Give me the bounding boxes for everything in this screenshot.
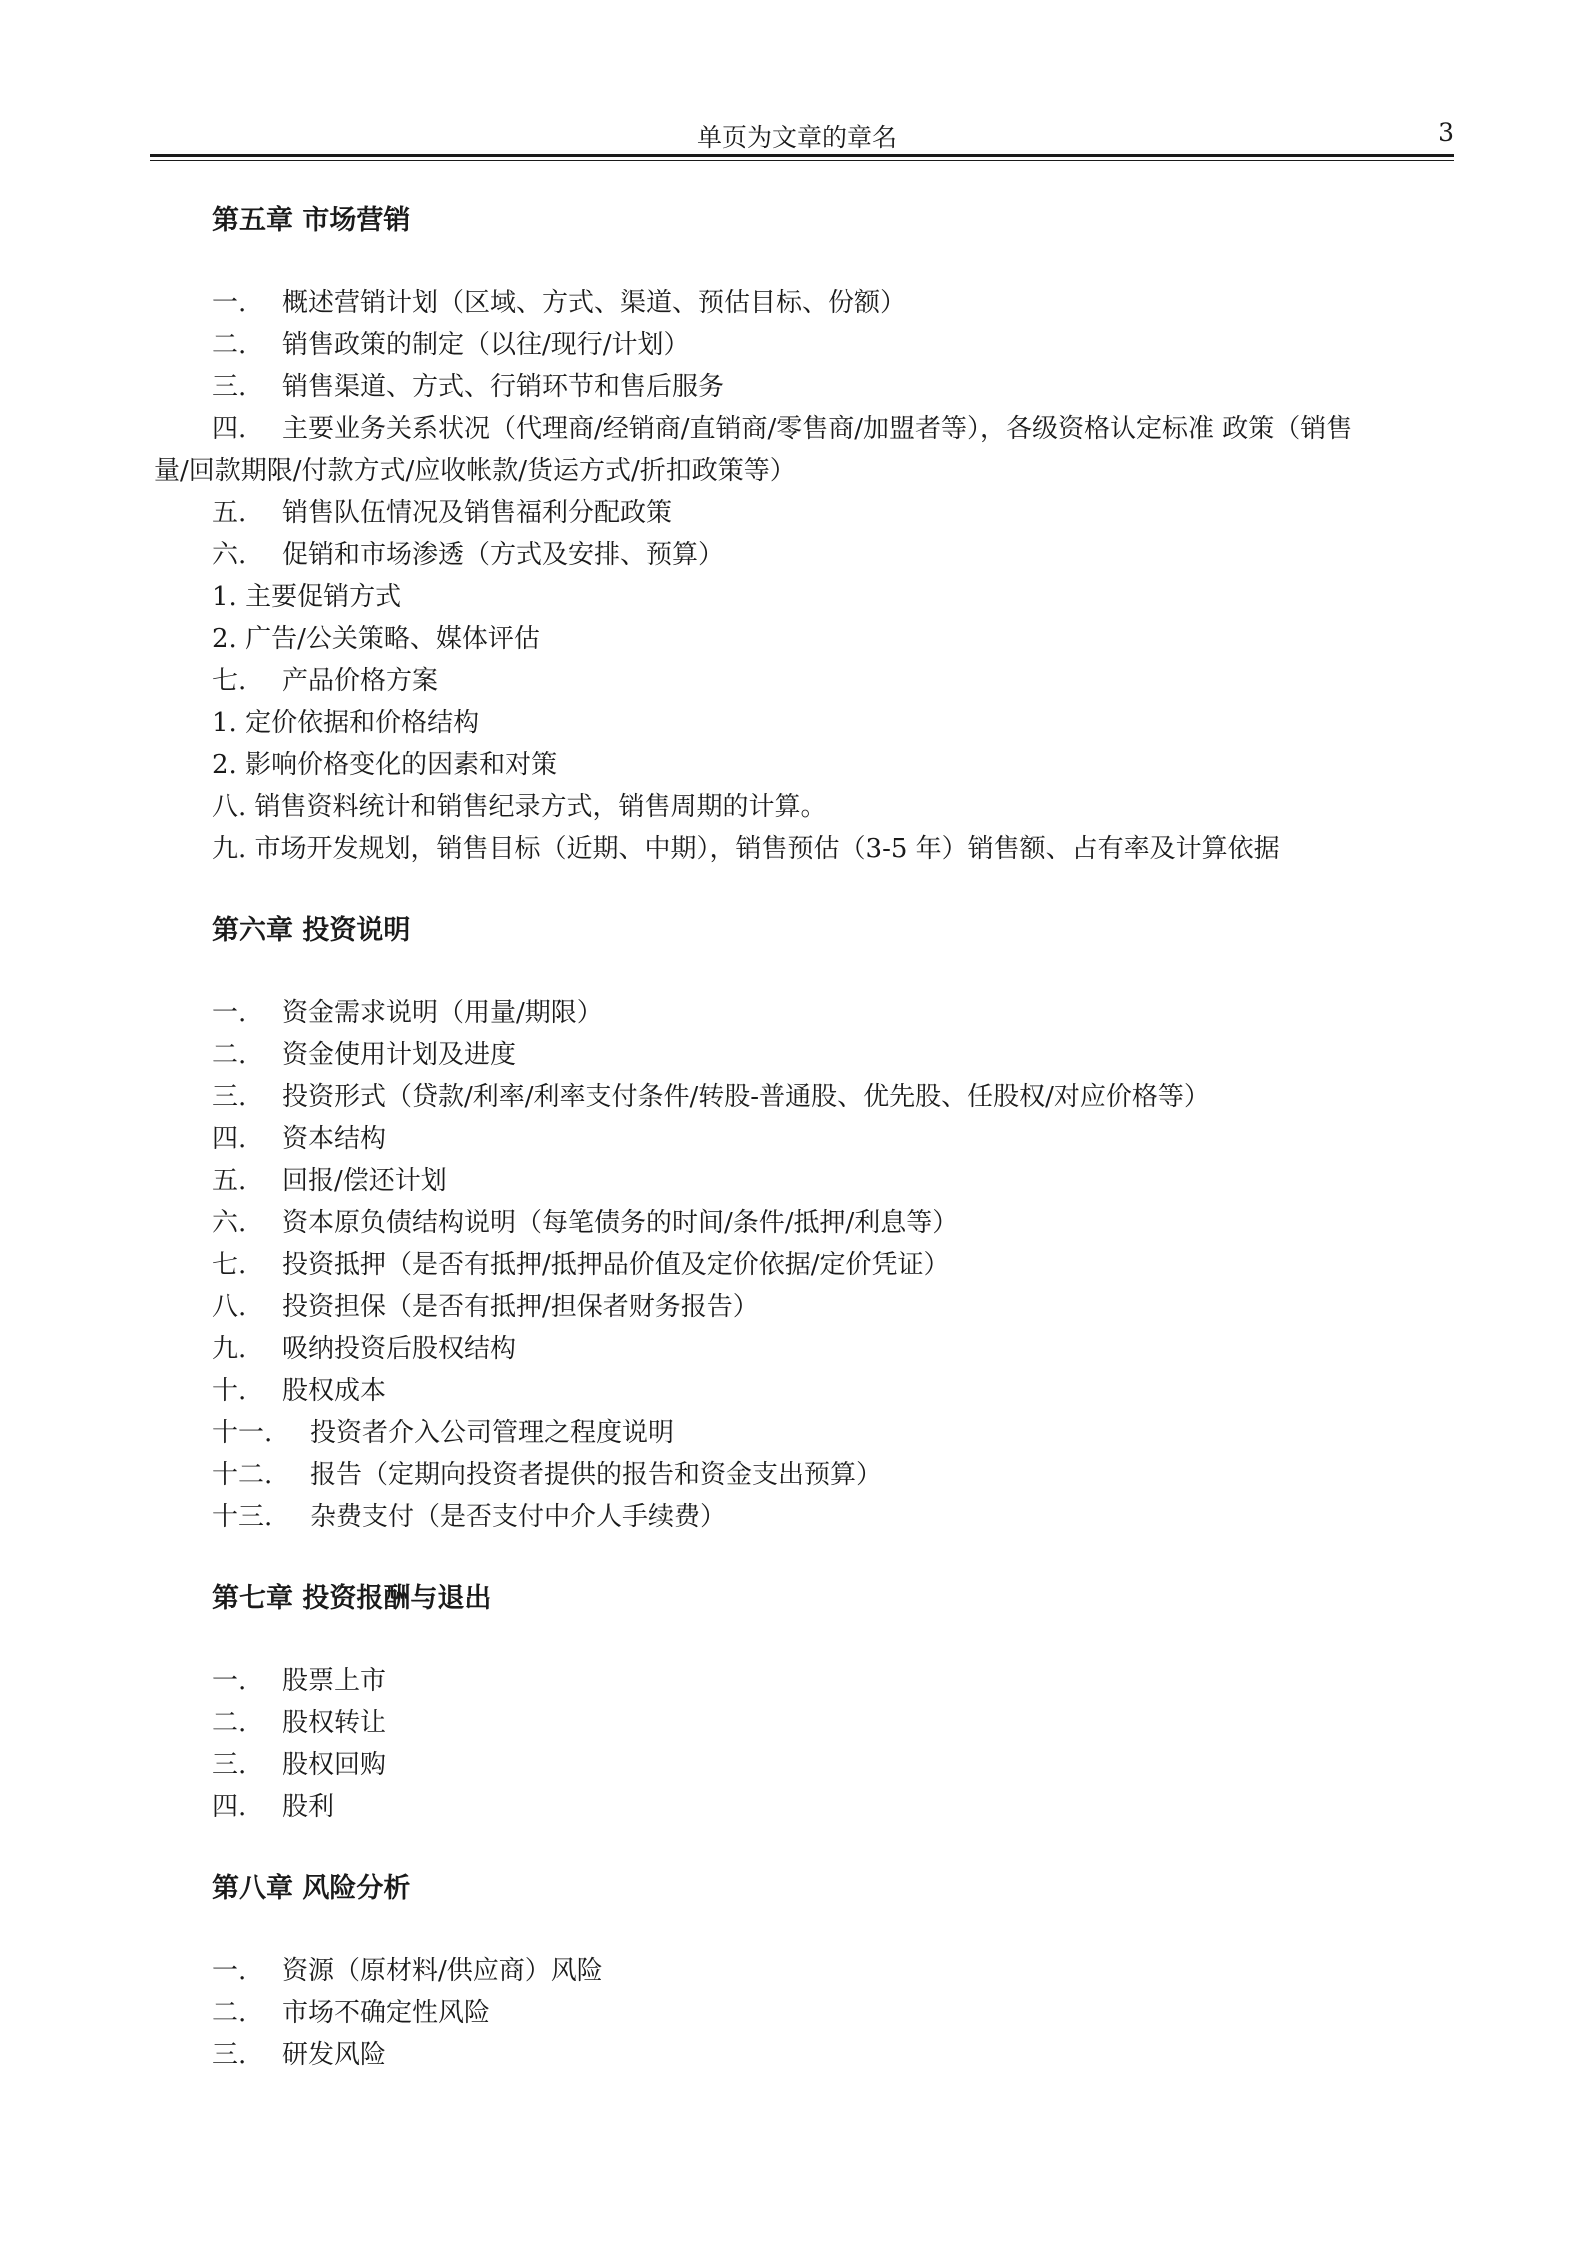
heading-spacer: [212, 952, 1454, 992]
list-item: [212, 1370, 1454, 1412]
heading-spacer: [212, 1910, 1454, 1950]
list-item-text: 股权转让: [282, 1708, 387, 1738]
list-item: [212, 1286, 1454, 1328]
list-item: [212, 324, 1454, 366]
chapter-heading: 第五章 市场营销: [212, 205, 411, 236]
list-item-text: 概述营销计划（区域、方式、渠道、预估目标、份额）: [282, 288, 907, 318]
list-item-number: 二.: [212, 1998, 247, 2028]
list-item-number: 二.: [212, 1708, 247, 1738]
list-item-number: 五.: [212, 498, 247, 528]
list-item: [212, 366, 1454, 408]
list-subitem: 1. 主要促销方式: [212, 582, 402, 612]
list-item: [212, 1118, 1454, 1160]
list-item-text: 股利: [282, 1792, 335, 1822]
list-item-number: 三.: [212, 2040, 247, 2070]
list-item-number: 一.: [212, 288, 247, 318]
list-item: [154, 408, 1454, 492]
list-item-number: 一.: [212, 1956, 247, 1986]
chapter-heading: 第七章 投资报酬与退出: [212, 1583, 492, 1614]
list-item-number: 四.: [212, 414, 247, 444]
document-body: [154, 200, 1454, 2076]
list-subitem: 2. 广告/公关策略、媒体评估: [212, 624, 540, 654]
list-item: [212, 1202, 1454, 1244]
list-item: [212, 992, 1454, 1034]
list-item-text: 主要业务关系状况（代理商/经销商/直销商/零售商/加盟者等），各级资格认定标准 政策（销售: [282, 414, 1353, 444]
list-item: [212, 1992, 1454, 2034]
page-number: 3: [1438, 118, 1454, 147]
chapter-heading: 第八章 风险分析: [212, 1873, 411, 1904]
list-item-number: 五.: [212, 1166, 247, 1196]
list-item-text: 杂费支付（是否支付中介人手续费）: [310, 1502, 727, 1532]
list-item-text: 销售渠道、方式、行销环节和售后服务: [282, 372, 725, 402]
list-item-text: 股票上市: [282, 1666, 387, 1696]
list-item-number: 三.: [212, 1082, 247, 1112]
section-spacer: [212, 870, 1454, 910]
list-item-number: 十二.: [212, 1460, 273, 1490]
list-item-text: 投资者介入公司管理之程度说明: [310, 1418, 675, 1448]
list-item: [212, 1412, 1454, 1454]
list-subitem: 九. 市场开发规划，销售目标（近期、中期），销售预估（3-5 年）销售额、占有率及计算依据: [212, 834, 1280, 864]
list-item-text: 促销和市场渗透（方式及安排、预算）: [282, 540, 725, 570]
list-item-text: 吸纳投资后股权结构: [282, 1334, 517, 1364]
list-item: [212, 492, 1454, 534]
list-item-text: 产品价格方案: [282, 666, 439, 696]
running-header-title: 单页为文章的章名: [696, 123, 897, 152]
list-item-number: 十.: [212, 1376, 247, 1406]
list-item: [212, 1786, 1454, 1828]
list-item-number: 三.: [212, 372, 247, 402]
list-item-number: 三.: [212, 1750, 247, 1780]
list-item: [212, 1328, 1454, 1370]
header-rule-thin: [150, 160, 1454, 161]
list-item-text: 资本结构: [282, 1124, 387, 1154]
list-item-text: 投资形式（贷款/利率/利率支付条件/转股-普通股、优先股、任股权/对应价格等）: [282, 1082, 1210, 1112]
list-item-continuation: 量/回款期限/付款方式/应收帐款/货运方式/折扣政策等）: [154, 456, 796, 486]
section-spacer: [212, 1828, 1454, 1868]
chapter-heading: 第六章 投资说明: [212, 915, 411, 946]
list-item-number: 七.: [212, 1250, 247, 1280]
list-item: [212, 1744, 1454, 1786]
list-item-text: 资源（原材料/供应商）风险: [282, 1956, 603, 1986]
list-item-text: 投资抵押（是否有抵押/抵押品价值及定价依据/定价凭证）: [282, 1250, 950, 1280]
list-item-text: 股权回购: [282, 1750, 387, 1780]
list-item-text: 回报/偿还计划: [282, 1166, 447, 1196]
list-item: [212, 660, 1454, 702]
list-item-text: 研发风险: [282, 2040, 387, 2070]
list-subitem: 1. 定价依据和价格结构: [212, 708, 480, 738]
list-item: [212, 1160, 1454, 1202]
list-subitem: 2. 影响价格变化的因素和对策: [212, 750, 558, 780]
list-item-number: 九.: [212, 1334, 247, 1364]
list-subitem: 八. 销售资料统计和销售纪录方式，销售周期的计算。: [212, 792, 827, 822]
list-item: [212, 282, 1454, 324]
list-item-number: 二.: [212, 1040, 247, 1070]
list-item: [212, 1454, 1454, 1496]
list-item-text: 资本原负债结构说明（每笔债务的时间/条件/抵押/利息等）: [282, 1208, 959, 1238]
list-item: [212, 1496, 1454, 1538]
section-spacer: [212, 1538, 1454, 1578]
list-item-number: 一.: [212, 998, 247, 1028]
list-item-number: 二.: [212, 330, 247, 360]
list-item-number: 十三.: [212, 1502, 273, 1532]
list-item-number: 四.: [212, 1124, 247, 1154]
list-item-text: 资金使用计划及进度: [282, 1040, 517, 1070]
list-item-text: 销售政策的制定（以往/现行/计划）: [282, 330, 690, 360]
list-item-text: 资金需求说明（用量/期限）: [282, 998, 603, 1028]
list-item: [212, 1950, 1454, 1992]
list-item-number: 七.: [212, 666, 247, 696]
list-item-number: 六.: [212, 540, 247, 570]
heading-spacer: [212, 1620, 1454, 1660]
list-item: [212, 2034, 1454, 2076]
list-item-text: 市场不确定性风险: [282, 1998, 491, 2028]
header-rule-thick: [150, 154, 1454, 157]
list-item-text: 销售队伍情况及销售福利分配政策: [282, 498, 673, 528]
list-item-text: 股权成本: [282, 1376, 387, 1406]
list-item: [212, 1660, 1454, 1702]
list-item-number: 四.: [212, 1792, 247, 1822]
list-item: [212, 1034, 1454, 1076]
list-item: [212, 1076, 1454, 1118]
list-item: [212, 534, 1454, 576]
list-item: [212, 1244, 1454, 1286]
list-item-number: 一.: [212, 1666, 247, 1696]
list-item-number: 八.: [212, 1292, 247, 1322]
list-item-number: 十一.: [212, 1418, 273, 1448]
list-item-number: 六.: [212, 1208, 247, 1238]
list-item: [212, 1702, 1454, 1744]
heading-spacer: [212, 242, 1454, 282]
list-item-text: 投资担保（是否有抵押/担保者财务报告）: [282, 1292, 759, 1322]
list-item-text: 报告（定期向投资者提供的报告和资金支出预算）: [310, 1460, 883, 1490]
